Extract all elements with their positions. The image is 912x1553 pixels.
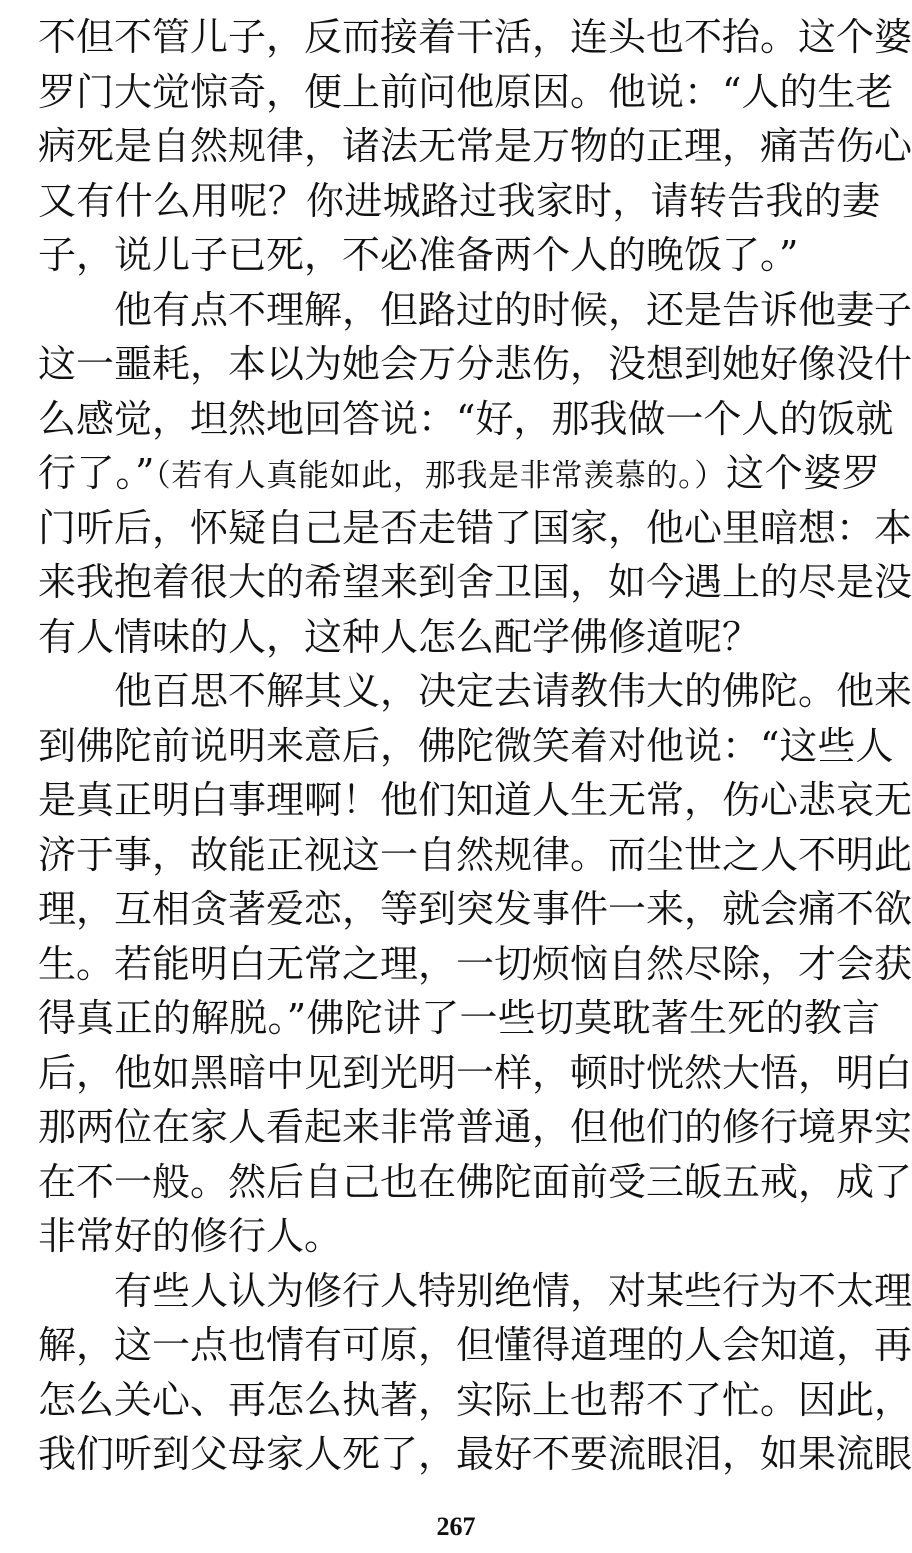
text-line: 来我抱着很大的希望来到舍卫国，如今遇上的尽是没 xyxy=(38,560,912,604)
text-line: 么感觉，坦然地回答说：“好，那我做一个人的饭就 xyxy=(38,396,894,441)
text-line: 生。若能明白无常之理，一切烦恼自然尽除，才会获 xyxy=(38,941,912,986)
text-line: 是真正明白事理啊！他们知道人生无常，伤心悲哀无 xyxy=(38,778,912,822)
book-page xyxy=(38,10,912,1482)
text-line: 他百思不解其义，决定去请教伟大的佛陀。他来 xyxy=(114,669,912,713)
parenthetical-note: （若有人真能如此，那我是非常羡慕的。） xyxy=(154,458,726,494)
text-line: 不但不管儿子，反而接着干活，连头也不抬。这个婆 xyxy=(38,15,912,59)
text-line: 那两位在家人看起来非常普通，但他们的修行境界实 xyxy=(38,1105,912,1149)
text-line-with-note xyxy=(38,446,880,501)
text-line: 我们听到父母家人死了，最好不要流眼泪，如果流眼 xyxy=(38,1432,912,1476)
text-line: 有人情味的人，这种人怎么配学佛修道呢？ xyxy=(38,614,761,659)
page-number: 267 xyxy=(436,1512,476,1541)
text-line: 理，互相贪著爱恋，等到突发事件一来，就会痛不欲 xyxy=(38,887,912,931)
text-line: 在不一般。然后自己也在佛陀面前受三皈五戒，成了 xyxy=(38,1159,912,1204)
text-line: 到佛陀前说明来意后，佛陀微笑着对他说：“这些人 xyxy=(38,723,894,768)
text-line: 解，这一点也情有可原，但懂得道理的人会知道，再 xyxy=(38,1323,912,1367)
text-line: 病死是自然规律，诸法无常是万物的正理，痛苦伤心 xyxy=(38,124,912,168)
text-line: 子，说儿子已死，不必准备两个人的晚饭了。” xyxy=(38,233,799,277)
text-line: 后，他如黑暗中见到光明一样，顿时恍然大悟，明白 xyxy=(38,1050,912,1095)
text-line: 怎么关心、再怎么执著，实际上也帮不了忙。因此， xyxy=(38,1377,912,1422)
text-fragment: 行了。” xyxy=(38,451,155,495)
text-line: 门听后，怀疑自己是否走错了国家，他心里暗想：本 xyxy=(38,505,912,550)
text-line: 有些人认为修行人特别绝情，对某些行为不太理 xyxy=(114,1268,912,1313)
text-line: 得真正的解脱。”佛陀讲了一些切莫耽著生死的教言 xyxy=(38,996,880,1040)
text-line: 又有什么用呢？你进城路过我家时，请转告我的妻 xyxy=(38,178,880,223)
text-line: 非常好的修行人。 xyxy=(38,1214,343,1258)
text-fragment: 这个婆罗 xyxy=(725,451,880,495)
text-line: 罗门大觉惊奇，便上前问他原因。他说：“人的生老 xyxy=(38,69,894,114)
text-line: 这一噩耗，本以为她会万分悲伤，没想到她好像没什 xyxy=(38,342,912,386)
text-line: 济于事，故能正视这一自然规律。而尘世之人不明此 xyxy=(38,832,912,877)
text-line: 他有点不理解，但路过的时候，还是告诉他妻子 xyxy=(114,287,912,332)
